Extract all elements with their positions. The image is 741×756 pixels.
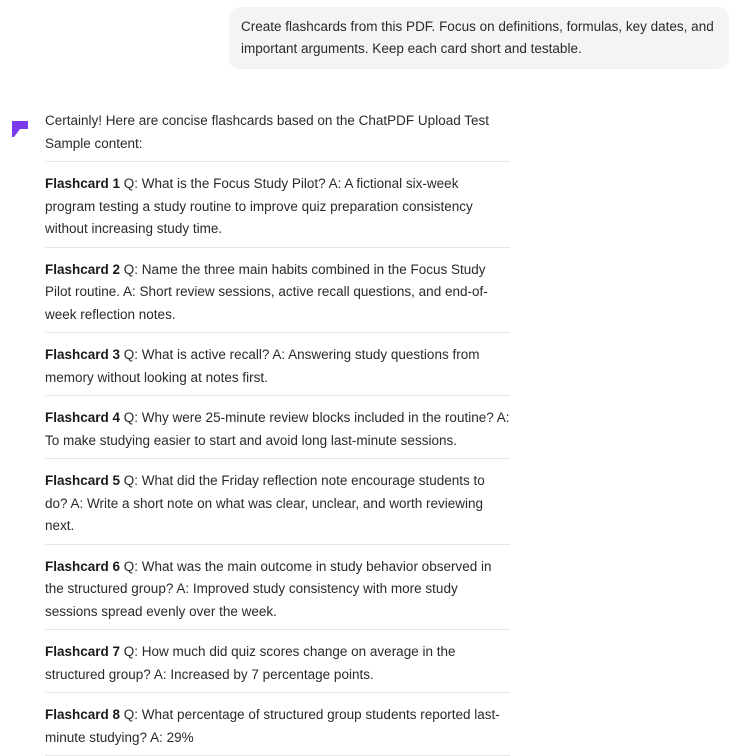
flashcard-text: Q: What did the Friday reflection note encourage students to do? A: Write a short note on what was clear, unclear, and worth reviewing next.: [45, 473, 485, 533]
flashcard: [45, 545, 510, 631]
flashcard-text: Q: What is the Focus Study Pilot? A: A fictional six-week program testing a study routine to improve quiz preparation consistency without increasing study time.: [45, 176, 473, 236]
flashcard-title: Flashcard 2: [45, 261, 124, 277]
flashcard-title: Flashcard 7: [45, 644, 124, 659]
flashcard-text: Q: Name the three main habits combined in the Focus Study Pilot routine. A: Short review sessions, active recall questions, and end-of-week reflection notes.: [45, 261, 488, 322]
chatpdf-logo-icon: [8, 117, 32, 141]
flashcard: [45, 333, 510, 396]
flashcard-title: Flashcard 3: [45, 347, 124, 362]
assistant-response: [45, 110, 510, 756]
flashcard-text: Q: How much did quiz scores change on average in the structured group? A: Increased by 7 percentage points.: [45, 644, 456, 682]
flashcard-text: Q: Why were 25-minute review blocks included in the routine? A: To make studying easier to start and avoid long last-minute sessions.: [45, 410, 510, 448]
flashcard: [45, 162, 510, 248]
flashcard-text: Q: What percentage of structured group students reported last-minute studying? A: 29%: [45, 707, 500, 745]
user-message-text: Create flashcards from this PDF. Focus on definitions, formulas, key dates, and important arguments. Keep each card short and testable.: [241, 19, 714, 56]
flashcard: [45, 396, 510, 459]
flashcard-title: Flashcard 4: [45, 410, 124, 425]
flashcard: [45, 693, 510, 756]
flashcard: [45, 459, 510, 545]
flashcard-title: Flashcard 6: [45, 558, 124, 574]
user-message-bubble: [229, 7, 729, 69]
flashcard-text: Q: What is active recall? A: Answering study questions from memory without looking at notes first.: [45, 347, 480, 385]
response-intro: Certainly! Here are concise flashcards based on the ChatPDF Upload Test Sample content:: [45, 110, 510, 162]
flashcard-title: Flashcard 1: [45, 176, 124, 191]
flashcard-title: Flashcard 5: [45, 473, 124, 488]
flashcard-title: Flashcard 8: [45, 707, 124, 722]
flashcard: [45, 630, 510, 693]
flashcard-text: Q: What was the main outcome in study behavior observed in the structured group? A: Improved study consistency with more study sessions spread evenly over the week.: [45, 558, 492, 619]
flashcard: [45, 248, 510, 334]
